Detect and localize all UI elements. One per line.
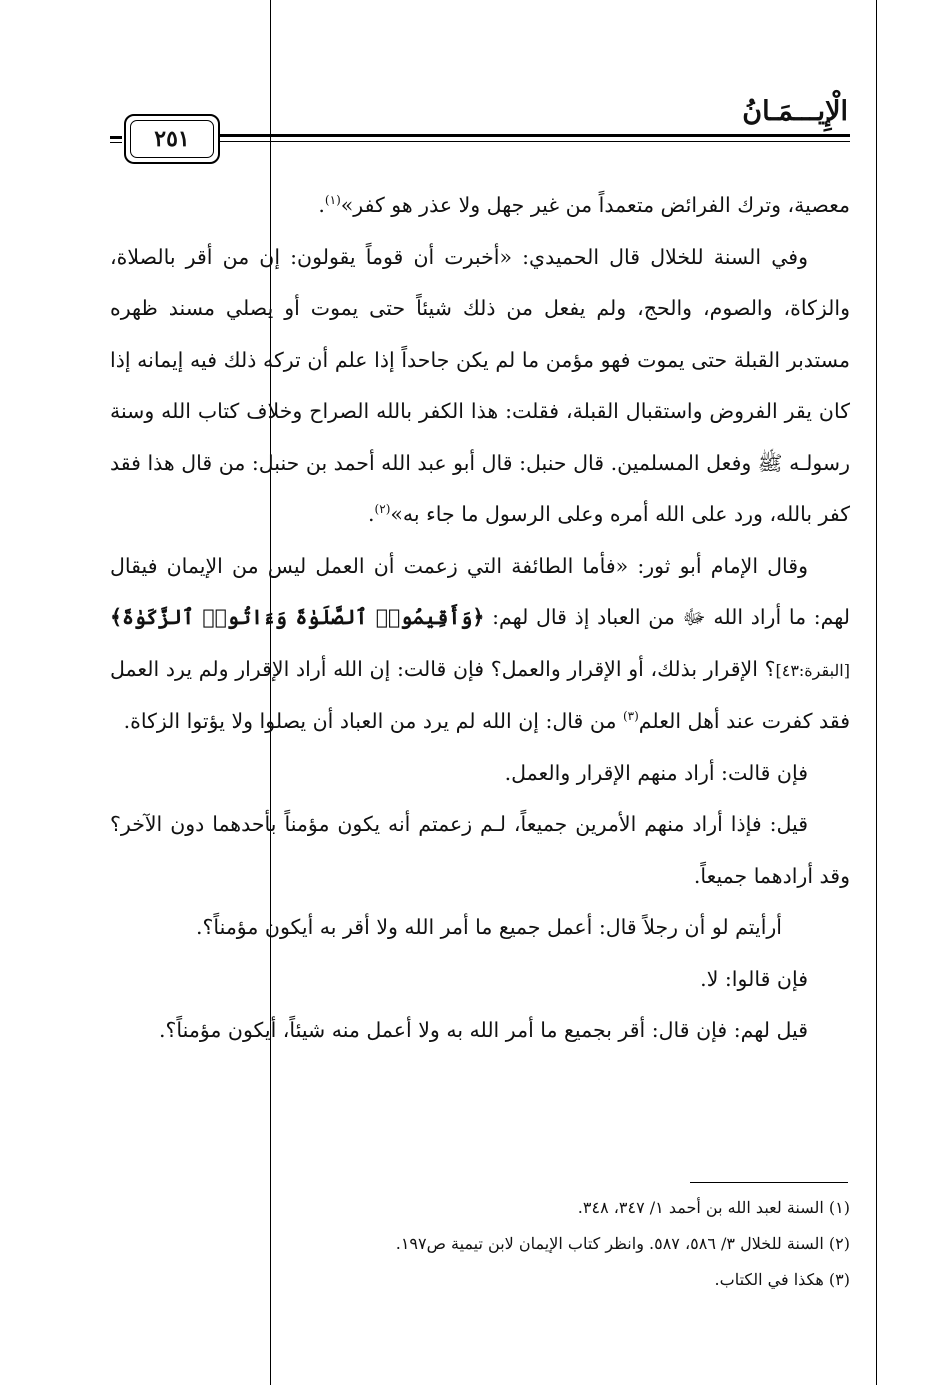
main-text xyxy=(110,180,850,1057)
header-rule-left-thin xyxy=(110,142,122,143)
page-number: ٢٥١ xyxy=(130,120,214,158)
running-title: الْإِيـــمَـانُ xyxy=(742,96,848,127)
paragraph: قيل لهم: فإن قال: أقر بجميع ما أمر الله به ولا أعمل منه شيئاً، أيكون مؤمناً؟. xyxy=(159,1018,808,1042)
header-rule-thick xyxy=(218,134,850,137)
paragraph: أرأيتم لو أن رجلاً قال: أعمل جميع ما أمر الله ولا أقر به أيكون مؤمناً؟. xyxy=(196,915,782,939)
footnotes xyxy=(110,1190,850,1298)
footnote-mark: (٣) xyxy=(622,709,639,724)
header-rule-thin xyxy=(218,141,850,142)
page-number-frame xyxy=(124,114,220,164)
footnote: (١) السنة لعبد الله بن أحمد ١/ ٣٤٧، ٣٤٨. xyxy=(577,1198,850,1217)
quran-verse: ﴿وَأَقِيمُوا۟ ٱلصَّلَوٰةَ وَءَاتُوا۟ ٱلزَّكَوٰةَ﴾ xyxy=(110,605,485,629)
footnote: (٢) السنة للخلال ٣/ ٥٨٦، ٥٨٧. وانظر كتاب الإيمان لابن تيمية ص١٩٧. xyxy=(395,1234,850,1253)
paragraph: قيل: فإذا أراد منهم الأمرين جميعاً، لـم زعمتم أنه يكون مؤمناً بأحدهما دون الآخر؟ وقد أرادهما جميعاً. xyxy=(110,812,850,888)
paragraph: فإن قالوا: لا. xyxy=(700,966,808,991)
paragraph: معصية، وترك الفرائض متعمداً من غير جهل ولا عذر هو كفر»$^{(١)}$. xyxy=(318,193,850,217)
paragraph: وقال الإمام أبو ثور: «فأما الطائفة التي زعمت أن العمل ليس من الإيمان فيقال لهم: ما أراد الله ﷻ من العباد إذ قال لهم: ﴿وَأَقِيمُوا۟ ٱلصَّلَوٰةَ وَءَاتُوا۟ ٱلزَّكَوٰةَ﴾ [البقرة:٤٣]؟ الإقرار بذلك، أو الإقرار والعمل؟ فإن قالت: إن الله أراد الإقرار ولم يرد العمل فقد كفرت عند أهل العلم$^{(٣)}$ من قال: إن الله لم يرد من العباد أن يصلوا ولا يؤتوا الزكاة. xyxy=(110,553,850,733)
footnote: (٣) هكذا في الكتاب. xyxy=(714,1270,850,1289)
page-header xyxy=(110,88,850,168)
paragraph: وفي السنة للخلال قال الحميدي: «أخبرت أن قوماً يقولون: إن من أقر بالصلاة، والزكاة، والصوم، والحج، ولم يفعل من ذلك شيئاً حتى يموت أو يصلي مسند ظهره مستدبر القبلة حتى يموت فهو مؤمن ما لم يكن جاحداً إذا علم أن تركه ذلك فيه إيمانه إذا كان يقر الفروض واستقبال القبلة، فقلت: هذا الكفر بالله الصراح وخلاف كتاب الله وسنة رسولـه ﷺ وفعل المسلمين. قال حنبل: قال أبو عبد الله أحمد بن حنبل: من قال هذا فقد كفر بالله، ورد على الله أمره وعلى الرسول ما جاء به»$^{(٢)}$. xyxy=(110,244,850,526)
footnote-separator xyxy=(690,1182,848,1183)
verse-reference: [البقرة:٤٣] xyxy=(775,660,850,680)
footnote-mark: (٢) xyxy=(374,502,391,517)
header-rule-left xyxy=(110,136,122,139)
scan-vertical-line-right xyxy=(876,0,877,1385)
paragraph: فإن قالت: أراد منهم الإقرار والعمل. xyxy=(504,760,808,785)
footnote-mark: (١) xyxy=(324,193,341,208)
